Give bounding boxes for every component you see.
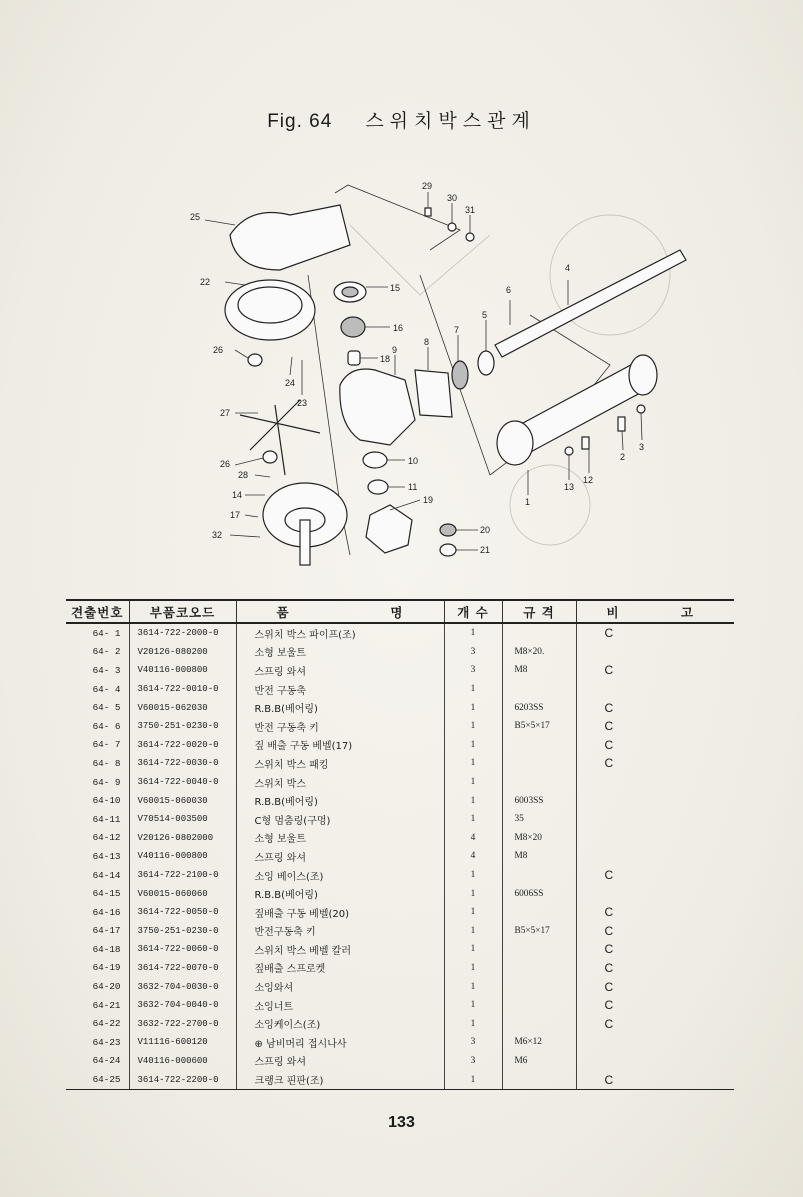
cell-name: R.B.B(베어링) bbox=[236, 884, 444, 903]
callout-18: 18 bbox=[380, 354, 391, 364]
callout-3: 3 bbox=[639, 442, 645, 452]
part-washer-26 bbox=[248, 354, 262, 366]
cell-spec bbox=[502, 773, 576, 792]
cell-qty: 1 bbox=[444, 698, 502, 717]
cell-name: 소잉 베이스(조) bbox=[236, 866, 444, 885]
cell-note: C bbox=[604, 700, 614, 715]
cell-name: R.B.B(베어링) bbox=[236, 791, 444, 810]
cell-ref: 64-21 bbox=[66, 996, 129, 1015]
cell-note: C bbox=[604, 942, 614, 957]
cell-ref: 64-18 bbox=[66, 940, 129, 959]
parts-table-body bbox=[66, 623, 734, 1089]
cell-note: C bbox=[604, 979, 614, 994]
table-row bbox=[66, 643, 734, 662]
callout-20: 20 bbox=[480, 525, 491, 535]
cell-spec: 6006SS bbox=[502, 884, 576, 903]
cell-ref: 64-23 bbox=[66, 1033, 129, 1052]
callout-8: 8 bbox=[424, 337, 430, 347]
cell-name: 짚배출 구동 베벨(20) bbox=[236, 903, 444, 922]
table-row bbox=[66, 736, 734, 755]
part-sprocket-19 bbox=[366, 505, 412, 553]
part-washer-31 bbox=[466, 233, 474, 241]
callout-24: 24 bbox=[285, 378, 296, 388]
cell-ref: 64- 9 bbox=[66, 773, 129, 792]
table-row bbox=[66, 698, 734, 717]
cell-code: 3750-251-0230-0 bbox=[129, 717, 236, 736]
cell-qty: 1 bbox=[444, 940, 502, 959]
cell-note bbox=[576, 791, 734, 810]
page-number: 133 bbox=[388, 1114, 415, 1131]
callout-28: 28 bbox=[238, 470, 249, 480]
cell-qty: 1 bbox=[444, 1070, 502, 1089]
cell-name: 스위치 박스 베벨 칼러 bbox=[236, 940, 444, 959]
cell-code: 3614-722-2000-0 bbox=[129, 623, 236, 643]
part-reverse-drive-shaft bbox=[495, 250, 686, 357]
cell-note bbox=[576, 829, 734, 848]
cell-code: 3614-722-0030-0 bbox=[129, 754, 236, 773]
part-nut-21 bbox=[440, 544, 456, 556]
part-bearing-5 bbox=[478, 351, 494, 375]
table-row bbox=[66, 661, 734, 680]
cell-ref: 64- 5 bbox=[66, 698, 129, 717]
part-bearing-10 bbox=[363, 452, 387, 468]
cell-spec bbox=[502, 754, 576, 773]
callout-13: 13 bbox=[564, 482, 575, 492]
cell-code: 3614-722-2200-0 bbox=[129, 1070, 236, 1089]
cell-ref: 64-15 bbox=[66, 884, 129, 903]
table-row bbox=[66, 866, 734, 885]
cell-name: 소잉케이스(조) bbox=[236, 1014, 444, 1033]
cell-note: C bbox=[604, 663, 614, 678]
callout-7: 7 bbox=[454, 325, 460, 335]
table-row bbox=[66, 903, 734, 922]
part-washer-3 bbox=[637, 405, 645, 413]
cell-code: 3614-722-0040-0 bbox=[129, 773, 236, 792]
header-name bbox=[236, 600, 444, 623]
cell-note bbox=[576, 773, 734, 792]
cell-code: V40116-000800 bbox=[129, 661, 236, 680]
cell-spec bbox=[502, 623, 576, 643]
part-washer-30 bbox=[448, 223, 456, 231]
table-row bbox=[66, 623, 734, 643]
cell-qty: 1 bbox=[444, 791, 502, 810]
cell-note bbox=[576, 810, 734, 829]
cell-name: 스프링 와셔 bbox=[236, 847, 444, 866]
cell-ref: 64-16 bbox=[66, 903, 129, 922]
cell-spec: B5×5×17 bbox=[502, 717, 576, 736]
table-row bbox=[66, 1070, 734, 1089]
cell-spec bbox=[502, 866, 576, 885]
cell-qty: 1 bbox=[444, 959, 502, 978]
part-arm-27 bbox=[240, 400, 320, 475]
figure-number: Fig. 64 bbox=[267, 111, 333, 132]
cell-note: C bbox=[604, 905, 614, 920]
table-row bbox=[66, 717, 734, 736]
cell-qty: 1 bbox=[444, 680, 502, 699]
cell-spec: 6003SS bbox=[502, 791, 576, 810]
cell-note bbox=[576, 847, 734, 866]
callout-23: 23 bbox=[297, 398, 308, 408]
cell-ref: 64- 3 bbox=[66, 661, 129, 680]
table-row bbox=[66, 940, 734, 959]
cell-qty: 1 bbox=[444, 623, 502, 643]
part-sowing-case-inner bbox=[238, 287, 302, 323]
cell-ref: 64-25 bbox=[66, 1070, 129, 1089]
cell-spec: M8×20. bbox=[502, 643, 576, 662]
cell-note: C bbox=[604, 998, 614, 1013]
cell-code: V11116-600120 bbox=[129, 1033, 236, 1052]
cell-name: ⊕ 남비머리 접시나사 bbox=[236, 1033, 444, 1052]
cell-code: V60015-062030 bbox=[129, 698, 236, 717]
cell-note: C bbox=[604, 737, 614, 752]
cell-spec bbox=[502, 940, 576, 959]
cell-qty: 1 bbox=[444, 866, 502, 885]
cell-spec: M8 bbox=[502, 847, 576, 866]
cell-ref: 64-12 bbox=[66, 829, 129, 848]
cell-note bbox=[576, 643, 734, 662]
header-note-left: 비 bbox=[606, 604, 620, 620]
table-row bbox=[66, 1033, 734, 1052]
table-row bbox=[66, 977, 734, 996]
figure-name: 스위치박스관계 bbox=[365, 110, 536, 132]
part-crank-pin-plate bbox=[230, 205, 350, 270]
parts-table-header bbox=[66, 600, 734, 623]
cell-name: 소형 보울트 bbox=[236, 829, 444, 848]
table-row bbox=[66, 1014, 734, 1033]
header-ref: 견출번호 bbox=[66, 600, 129, 623]
part-collar-18 bbox=[348, 351, 360, 365]
cell-code: V40116-000800 bbox=[129, 847, 236, 866]
cell-code: 3614-722-2100-0 bbox=[129, 866, 236, 885]
callout-26a: 26 bbox=[213, 345, 224, 355]
cell-qty: 1 bbox=[444, 754, 502, 773]
callout-17: 17 bbox=[230, 510, 241, 520]
cell-code: 3614-722-0070-0 bbox=[129, 959, 236, 978]
part-washer-20 bbox=[440, 524, 456, 536]
cell-spec bbox=[502, 977, 576, 996]
part-bevel-7 bbox=[452, 361, 468, 389]
callout-27: 27 bbox=[220, 408, 231, 418]
cell-name: 스프링 와셔 bbox=[236, 661, 444, 680]
cell-qty: 4 bbox=[444, 829, 502, 848]
cell-spec: M8×20 bbox=[502, 829, 576, 848]
cell-note: C bbox=[576, 1070, 734, 1089]
cell-note: C bbox=[604, 960, 614, 975]
cell-spec bbox=[502, 959, 576, 978]
cell-qty: 1 bbox=[444, 773, 502, 792]
callout-21: 21 bbox=[480, 545, 491, 555]
cell-ref: 64-20 bbox=[66, 977, 129, 996]
callout-32: 32 bbox=[212, 530, 223, 540]
cell-name: 스위치 박스 패킹 bbox=[236, 754, 444, 773]
cell-qty: 1 bbox=[444, 884, 502, 903]
guide-line bbox=[335, 185, 460, 250]
cell-code: 3632-722-2700-0 bbox=[129, 1014, 236, 1033]
part-bevel-16 bbox=[341, 317, 365, 337]
cell-spec bbox=[502, 1014, 576, 1033]
cell-spec bbox=[502, 996, 576, 1015]
cell-qty: 1 bbox=[444, 810, 502, 829]
callout-2: 2 bbox=[620, 452, 626, 462]
cell-ref: 64- 1 bbox=[66, 623, 129, 643]
part-pipe-flange-right bbox=[629, 355, 657, 395]
cell-spec bbox=[502, 1070, 576, 1089]
cell-ref: 64- 6 bbox=[66, 717, 129, 736]
callout-9: 9 bbox=[392, 345, 398, 355]
callout-12: 12 bbox=[583, 475, 594, 485]
cell-qty: 1 bbox=[444, 736, 502, 755]
cell-code: 3614-722-0010-0 bbox=[129, 680, 236, 699]
part-bolt-2 bbox=[618, 417, 625, 431]
cell-ref: 64- 2 bbox=[66, 643, 129, 662]
cell-name: C형 멈춤링(구멍) bbox=[236, 810, 444, 829]
part-screw-29 bbox=[425, 208, 431, 216]
callout-15: 15 bbox=[390, 283, 401, 293]
cell-qty: 3 bbox=[444, 643, 502, 662]
cell-ref: 64-13 bbox=[66, 847, 129, 866]
cell-ref: 64- 7 bbox=[66, 736, 129, 755]
table-row bbox=[66, 847, 734, 866]
cell-note: C bbox=[604, 626, 614, 641]
callout-29: 29 bbox=[422, 181, 433, 191]
cell-note: C bbox=[604, 719, 614, 734]
table-row bbox=[66, 754, 734, 773]
cell-spec: 6203SS bbox=[502, 698, 576, 717]
cell-code: 3614-722-0060-0 bbox=[129, 940, 236, 959]
part-washer-26b bbox=[263, 451, 277, 463]
table-row bbox=[66, 884, 734, 903]
cell-name: 짚배출 스프로켓 bbox=[236, 959, 444, 978]
cell-code: 3632-704-0030-0 bbox=[129, 977, 236, 996]
cell-qty: 3 bbox=[444, 1033, 502, 1052]
cell-name: 소형 보울트 bbox=[236, 643, 444, 662]
cell-code: V40116-000600 bbox=[129, 1052, 236, 1071]
table-row bbox=[66, 680, 734, 699]
cell-code: 3632-704-0040-0 bbox=[129, 996, 236, 1015]
callout-11: 11 bbox=[408, 482, 418, 492]
part-switch-box bbox=[340, 369, 415, 445]
cell-note: C bbox=[604, 756, 614, 771]
part-bolt-12 bbox=[582, 437, 589, 449]
part-pipe-flange bbox=[497, 421, 533, 465]
callout-16: 16 bbox=[393, 323, 404, 333]
cell-qty: 1 bbox=[444, 996, 502, 1015]
header-spec: 규 격 bbox=[502, 600, 576, 623]
cell-spec bbox=[502, 903, 576, 922]
part-packing bbox=[415, 370, 452, 417]
cell-spec: M6×12 bbox=[502, 1033, 576, 1052]
cell-name: 스위치 박스 파이프(조) bbox=[236, 623, 444, 643]
table-row bbox=[66, 791, 734, 810]
callout-6: 6 bbox=[506, 285, 512, 295]
cell-note: C bbox=[604, 1016, 614, 1031]
callout-10: 10 bbox=[408, 456, 419, 466]
cell-spec: B5×5×17 bbox=[502, 922, 576, 941]
cell-qty: 1 bbox=[444, 977, 502, 996]
cell-code: V60015-060030 bbox=[129, 791, 236, 810]
cell-spec bbox=[502, 680, 576, 699]
cell-code: V60015-060060 bbox=[129, 884, 236, 903]
header-note-right: 고 bbox=[680, 604, 694, 620]
cell-qty: 3 bbox=[444, 661, 502, 680]
table-row bbox=[66, 773, 734, 792]
header-name-right: 명 bbox=[390, 604, 404, 620]
cell-name: 스프링 와셔 bbox=[236, 1052, 444, 1071]
cell-qty: 1 bbox=[444, 903, 502, 922]
cell-name: 크랭크 핀판(조) bbox=[236, 1070, 444, 1089]
cell-qty: 4 bbox=[444, 847, 502, 866]
callout-25: 25 bbox=[190, 212, 201, 222]
cell-spec: M6 bbox=[502, 1052, 576, 1071]
cell-name: 소잉너트 bbox=[236, 996, 444, 1015]
callout-19: 19 bbox=[423, 495, 434, 505]
cell-ref: 64-14 bbox=[66, 866, 129, 885]
cell-code: 3614-722-0020-0 bbox=[129, 736, 236, 755]
cell-code: V70514-003500 bbox=[129, 810, 236, 829]
cell-code: V20126-0802000 bbox=[129, 829, 236, 848]
cell-spec: 35 bbox=[502, 810, 576, 829]
cell-ref: 64- 8 bbox=[66, 754, 129, 773]
cell-spec bbox=[502, 736, 576, 755]
cell-ref: 64-10 bbox=[66, 791, 129, 810]
table-row bbox=[66, 959, 734, 978]
cell-ref: 64-22 bbox=[66, 1014, 129, 1033]
cell-code: V20126-080200 bbox=[129, 643, 236, 662]
cell-note bbox=[576, 1033, 734, 1052]
cell-note bbox=[576, 1052, 734, 1071]
header-qty: 개 수 bbox=[444, 600, 502, 623]
cell-ref: 64- 4 bbox=[66, 680, 129, 699]
cell-qty: 1 bbox=[444, 922, 502, 941]
cell-name: 반전 구동축 bbox=[236, 680, 444, 699]
callout-22: 22 bbox=[200, 277, 211, 287]
cell-ref: 64-17 bbox=[66, 922, 129, 941]
table-row bbox=[66, 829, 734, 848]
header-name-left: 품 bbox=[276, 604, 290, 620]
cell-qty: 1 bbox=[444, 717, 502, 736]
cell-name: R.B.B(베어링) bbox=[236, 698, 444, 717]
parts-table bbox=[66, 599, 734, 1090]
callout-26b: 26 bbox=[220, 459, 231, 469]
cell-code: 3750-251-0230-0 bbox=[129, 922, 236, 941]
part-washer-13 bbox=[565, 447, 573, 455]
part-sowing-base-shaft bbox=[300, 520, 310, 565]
callout-30: 30 bbox=[447, 193, 458, 203]
callout-1: 1 bbox=[525, 497, 531, 507]
cell-note bbox=[576, 884, 734, 903]
cell-spec: M8 bbox=[502, 661, 576, 680]
cell-note: C bbox=[604, 923, 614, 938]
cell-note: C bbox=[604, 868, 614, 883]
table-row bbox=[66, 922, 734, 941]
exploded-parts-diagram bbox=[190, 175, 750, 575]
part-bearing-15-inner bbox=[342, 287, 358, 297]
callout-4: 4 bbox=[565, 263, 571, 273]
callout-5: 5 bbox=[482, 310, 488, 320]
cell-qty: 3 bbox=[444, 1052, 502, 1071]
cell-name: 짚 배출 구동 베벨(17) bbox=[236, 736, 444, 755]
header-code: 부품코오드 bbox=[129, 600, 236, 623]
cell-ref: 64-11 bbox=[66, 810, 129, 829]
cell-ref: 64-19 bbox=[66, 959, 129, 978]
table-row bbox=[66, 996, 734, 1015]
callout-31: 31 bbox=[465, 205, 476, 215]
header-note bbox=[576, 600, 734, 623]
cell-code: 3614-722-0050-0 bbox=[129, 903, 236, 922]
table-row bbox=[66, 810, 734, 829]
cell-name: 반전 구동축 키 bbox=[236, 717, 444, 736]
callout-14: 14 bbox=[232, 490, 243, 500]
cell-name: 스위치 박스 bbox=[236, 773, 444, 792]
cell-ref: 64-24 bbox=[66, 1052, 129, 1071]
cell-name: 반전구동축 키 bbox=[236, 922, 444, 941]
cell-name: 소잉와셔 bbox=[236, 977, 444, 996]
table-row bbox=[66, 1052, 734, 1071]
cell-qty: 1 bbox=[444, 1014, 502, 1033]
cell-note bbox=[576, 680, 734, 699]
figure-title bbox=[0, 106, 803, 133]
part-ring-11 bbox=[368, 480, 388, 494]
